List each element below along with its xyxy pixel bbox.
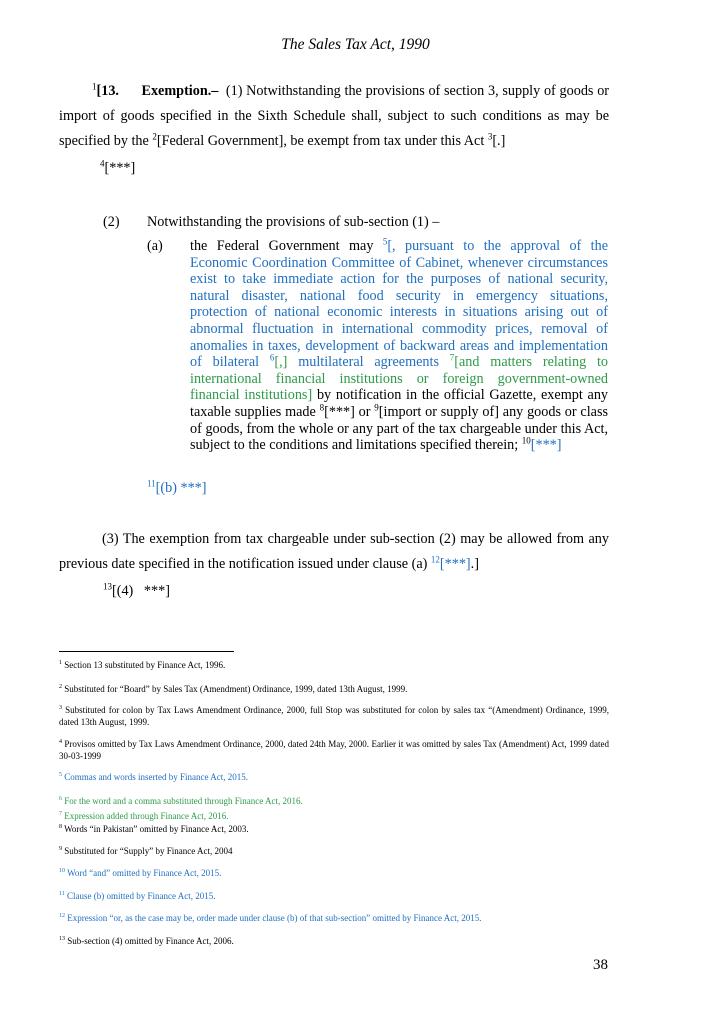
- clause-a-text: [190, 238, 608, 454]
- footnote-number: 3: [59, 705, 62, 711]
- subsection-4-omitted: [103, 583, 170, 600]
- clause-a-p2: by notification in the official Gazette, exempt any taxable supplies made: [190, 387, 609, 420]
- page-number: 38: [593, 957, 608, 973]
- footnote: [59, 771, 609, 783]
- footnote-ref-8[interactable]: 8: [319, 402, 325, 413]
- subsection-3-omitted: [***]: [439, 556, 471, 572]
- footnote: [59, 845, 609, 857]
- clause-a-green-insert: [and matters relating to international financial institutions or foreign government-owned financial institutions]: [190, 354, 609, 404]
- section-number: [13.: [96, 83, 119, 99]
- footnote-text: Provisos omitted by Tax Laws Amendment Ordinance, 2000, dated 24th May, 2000. Earlier it was omitted by sales Tax (Amendment) Act, 1999 dated 30-03-1999: [59, 739, 609, 761]
- clause-b-text: [(b) ***]: [155, 480, 207, 496]
- footnote: [59, 890, 609, 902]
- proviso-omitted: [100, 160, 135, 177]
- footnote: [59, 683, 609, 695]
- footnote: [59, 867, 609, 879]
- footnote-ref-6[interactable]: 6: [269, 352, 275, 363]
- footnote-ref-4[interactable]: 4: [100, 158, 105, 169]
- footnote-ref-3[interactable]: 3: [487, 131, 493, 142]
- footnote: [59, 912, 609, 924]
- footnote-text: Clause (b) omitted by Finance Act, 2015.: [67, 891, 216, 901]
- footnote: [59, 823, 609, 835]
- footnote: [59, 659, 609, 671]
- footnote-number: 9: [59, 846, 62, 852]
- footnote-text: Expression “or, as the case may be, order made under clause (b) of that sub-section” omitted by Finance Act, 2015.: [67, 913, 482, 923]
- footnote-number: 13: [59, 936, 65, 942]
- footnote-text: Substituted for “Board” by Sales Tax (Amendment) Ordinance, 1999, dated 13th August, 1999.: [64, 684, 408, 694]
- footnote-text: Expression added through Finance Act, 2016.: [64, 811, 229, 821]
- footnote-text: For the word and a comma substituted through Finance Act, 2016.: [64, 796, 303, 806]
- page-header-title: The Sales Tax Act, 1990: [281, 36, 430, 53]
- footnote-ref-1[interactable]: 1: [92, 81, 97, 92]
- footnote: [59, 738, 609, 762]
- footnote-ref-7[interactable]: 7: [449, 352, 455, 363]
- footnote-text: Words “in Pakistan” omitted by Finance Act, 2003.: [64, 824, 249, 834]
- section-13-paragraph: [59, 79, 609, 154]
- footnote-text: Section 13 substituted by Finance Act, 1996.: [64, 660, 226, 670]
- footnote-number: 5: [59, 772, 62, 778]
- footnote-ref-12[interactable]: 12: [430, 554, 440, 565]
- footnote-number: 8: [59, 824, 62, 830]
- clause-a-p4: [import or supply of] any goods or class of goods, from the whole or any part of the tax chargeable under this Act, subject to the conditions and limitations specified therein;: [190, 403, 608, 454]
- clause-a-p1: the Federal Government may: [190, 238, 374, 254]
- clause-a-p3: [***] or: [324, 403, 371, 420]
- footnote-ref-11[interactable]: 11: [147, 478, 156, 489]
- footnote: [59, 795, 609, 807]
- footnote-text: Sub-section (4) omitted by Finance Act, 2006.: [67, 936, 234, 946]
- footnote: [59, 810, 609, 822]
- footnote-divider: [59, 651, 234, 652]
- clause-a-green-comma: [,]: [274, 354, 288, 371]
- subsection-4-text: [(4) ***]: [112, 583, 170, 599]
- footnote-text: Word “and” omitted by Finance Act, 2015.: [67, 868, 222, 878]
- footnote-number: 11: [59, 891, 65, 897]
- proviso-text: [***]: [104, 160, 136, 176]
- section-heading: Exemption.–: [141, 83, 219, 99]
- clause-a-blue-omitted: [***]: [530, 437, 562, 454]
- clause-b-omitted: [147, 480, 207, 497]
- subsection-3-paragraph: [59, 527, 609, 577]
- footnote-text: Commas and words inserted by Finance Act, 2015.: [64, 772, 248, 782]
- footnote-ref-2[interactable]: 2: [152, 131, 157, 142]
- footnote: [59, 935, 609, 947]
- footnote-number: 1: [59, 660, 62, 666]
- section-text-b: [Federal Government], be exempt from tax under this Act: [156, 133, 485, 149]
- section-text-c: [.]: [492, 133, 506, 149]
- footnote-ref-5[interactable]: 5: [382, 236, 388, 247]
- footnote-ref-10[interactable]: 10: [521, 435, 531, 446]
- footnote-number: 6: [59, 796, 62, 802]
- footnote-number: 7: [59, 811, 62, 817]
- footnote-text: Substituted for colon by Tax Laws Amendment Ordinance, 2000, full Stop was substituted for colon by sales tax “(Amendment) Ordinance, 1999, dated 13th August, 1999.: [59, 705, 609, 727]
- footnote: [59, 704, 609, 728]
- footnote-number: 2: [59, 684, 62, 690]
- footnote-ref-9[interactable]: 9: [374, 402, 379, 413]
- subsection-2-text: Notwithstanding the provisions of sub-section (1) –: [147, 214, 440, 230]
- section-text-a: (1) Notwithstanding the provisions of section 3, supply of goods or import of goods specified in the Sixth Schedule shall, subject to such conditions as may be specified by the: [59, 83, 610, 149]
- footnote-number: 4: [59, 739, 62, 745]
- subsection-2-number: (2): [103, 214, 120, 230]
- footnote-text: Substituted for “Supply” by Finance Act, 2004: [64, 846, 233, 856]
- footnote-number: 10: [59, 868, 65, 874]
- clause-a-blue-multilateral: multilateral agreements: [298, 354, 439, 371]
- footnote-ref-13[interactable]: 13: [103, 581, 112, 592]
- clause-a-blue-insert: [, pursuant to the approval of the Economic Coordination Committee of Cabinet, whenever circumstances exist to take immediate action for the purposes of national security, natural disaster, national food security in emergency situations, protection of national economic interests in situations arising out of abnormal fluctuation in international commodity prices, removal of anomalies in taxes, development of backward areas and implementation of bilateral: [190, 238, 609, 371]
- subsection-3-tail: .]: [470, 556, 479, 572]
- subsection-3-text: (3) The exemption from tax chargeable under sub-section (2) may be allowed from any previous date specified in the notification issued under clause (a): [59, 531, 609, 572]
- clause-a-label: (a): [147, 238, 163, 254]
- footnote-number: 12: [59, 913, 65, 919]
